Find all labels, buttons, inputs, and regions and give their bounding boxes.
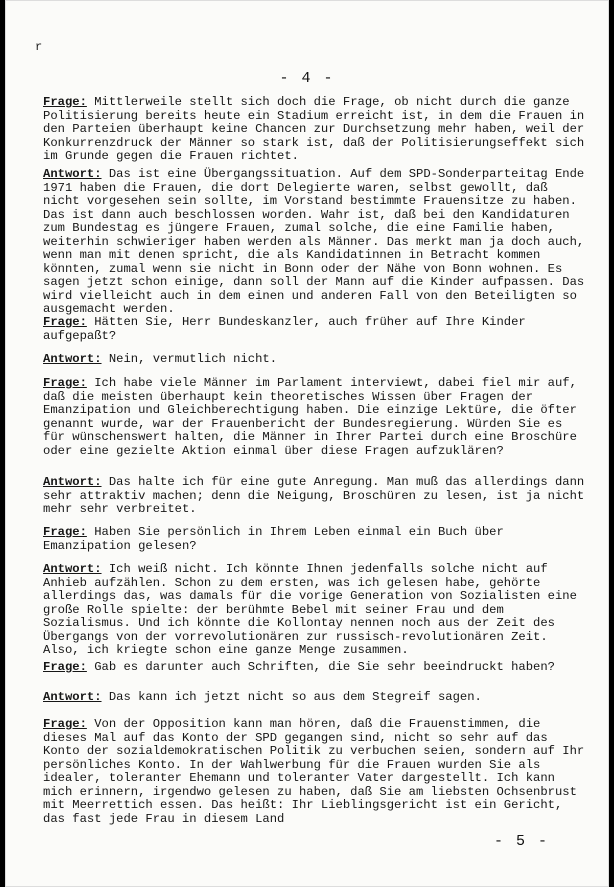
scan-edge: [609, 0, 614, 887]
block-label: Antwort:: [43, 352, 102, 366]
answer-block: [43, 476, 591, 517]
block-text: Das halte ich für eine gute Anregung. Man muß das allerdings dann sehr attraktiv machen; denn die Neigung, Broschüren zu lesen, ist ja nicht mehr sehr verbreitet.: [43, 475, 585, 516]
next-page-marker: - 5 -: [493, 833, 549, 850]
block-label: Frage:: [43, 315, 87, 329]
block-label: Antwort:: [43, 690, 102, 704]
block-label: Antwort:: [43, 562, 102, 576]
block-text: Ich habe viele Männer im Parlament interviewt, dabei fiel mir auf, daß die meisten überhaupt kein theoretisches Wissen über Fragen der Emanzipation und Gleichberechtigung haben. Die einzige Lektüre, die öfter genannt wurde, war der Frauenbericht der Bundesregierung. Würden Sie es für wünschenswert halten, die Männer in Ihrer Partei durch eine Broschüre oder eine gezielte Aktion einmal über diese Fragen aufzuklären?: [43, 376, 577, 458]
block-text: Von der Opposition kann man hören, daß die Frauenstimmen, die dieses Mal auf das Konto der SPD gegangen sind, nicht so sehr auf das Konto der sozialdemokratischen Politik zu verbuchen seien, sondern auf Ihr persönliches Konto. In der Wahlwerbung für die Frauen wurden Sie als idealer, toleranter Ehemann und toleranter Vater dargestellt. Ich kann mich erinnern, irgendwo gelesen zu haben, daß Sie am liebsten Ochsenbrust mit Meerrettich essen. Das heißt: Ihr Lieblingsgericht ist ein Gericht, das fast jede Frau in diesem Land: [43, 717, 585, 826]
corner-mark: r: [35, 40, 43, 54]
block-text: Das ist eine Übergangssituation. Auf dem SPD-Sonderparteitag Ende 1971 haben die Frauen, die dort Delegierte waren, selbst gewollt, daß nicht vorgesehen sein sollte, im Vorstand bestimmte Frauensitze zu haben. Das ist dann auch beschlossen worden. Wahr ist, daß bei den Kandidaturen zum Bundestag es jüngere Frauen, zumal solche, die eine Familie haben, weiterhin schwieriger haben werden als Männer. Das merkt man ja doch auch, wenn man mit denen spricht, die als Kandidatinnen in Betracht kommen könnten, zumal wenn sie nicht in Bonn oder der Nähe von Bonn wohnen. Es sagen jetzt schon einige, dann soll der Mann auf die Kinder aufpassen. Das wird vielleicht auch in dem einen und anderen Fall von den Beteiligten so ausgemacht werden.: [43, 167, 585, 316]
block-label: Frage:: [43, 376, 87, 390]
block-text: Haben Sie persönlich in Ihrem Leben einmal ein Buch über Emanzipation gelesen?: [43, 525, 504, 553]
document-page: [5, 0, 609, 887]
block-label: Frage:: [43, 660, 87, 674]
answer-block: [43, 563, 591, 658]
block-text: Das kann ich jetzt nicht so aus dem Stegreif sagen.: [108, 690, 482, 704]
answer-block: [43, 353, 591, 367]
block-text: Gab es darunter auch Schriften, die Sie sehr beeindruckt haben?: [94, 660, 555, 674]
block-label: Frage:: [43, 95, 87, 109]
block-label: Antwort:: [43, 167, 102, 181]
question-block: [43, 718, 591, 826]
block-text: Ich weiß nicht. Ich könnte Ihnen jedenfalls solche nicht auf Anhieb aufzählen. Schon zu dem ersten, was ich gelesen habe, gehörte allerdings das, was damals für die vorige Generation von Sozialisten eine große Rolle spielte: der berühmte Bebel mit seiner Frau und dem Sozialismus. Und ich könnte die Kollontay nennen noch aus der Zeit des Übergangs von der vorrevolutionären zur russisch-revolutionären Zeit. Also, ich kriegte schon eine ganze Menge zusammen.: [43, 562, 577, 657]
block-label: Frage:: [43, 525, 87, 539]
block-label: Antwort:: [43, 475, 102, 489]
question-block: [43, 377, 591, 458]
block-text: Hätten Sie, Herr Bundeskanzler, auch früher auf Ihre Kinder aufgepaßt?: [43, 315, 526, 343]
question-block: [43, 316, 591, 343]
question-block: [43, 661, 591, 675]
answer-block: [43, 168, 591, 317]
block-text: Nein, vermutlich nicht.: [108, 352, 278, 366]
question-block: [43, 526, 591, 553]
question-block: [43, 96, 591, 164]
answer-block: [43, 691, 591, 705]
block-label: Frage:: [43, 717, 87, 731]
block-text: Mittlerweile stellt sich doch die Frage, ob nicht durch die ganze Politisierung bereits heute ein Stadium erreicht ist, in dem die Frauen in den Parteien überhaupt keine Chancen zur Durchsetzung mehr haben, weil der Konkurrenzdruck der Männer so stark ist, daß der Politisierungseffekt sich im Grunde gegen die Frauen richtet.: [43, 95, 585, 163]
page-number: - 4 -: [279, 70, 335, 87]
